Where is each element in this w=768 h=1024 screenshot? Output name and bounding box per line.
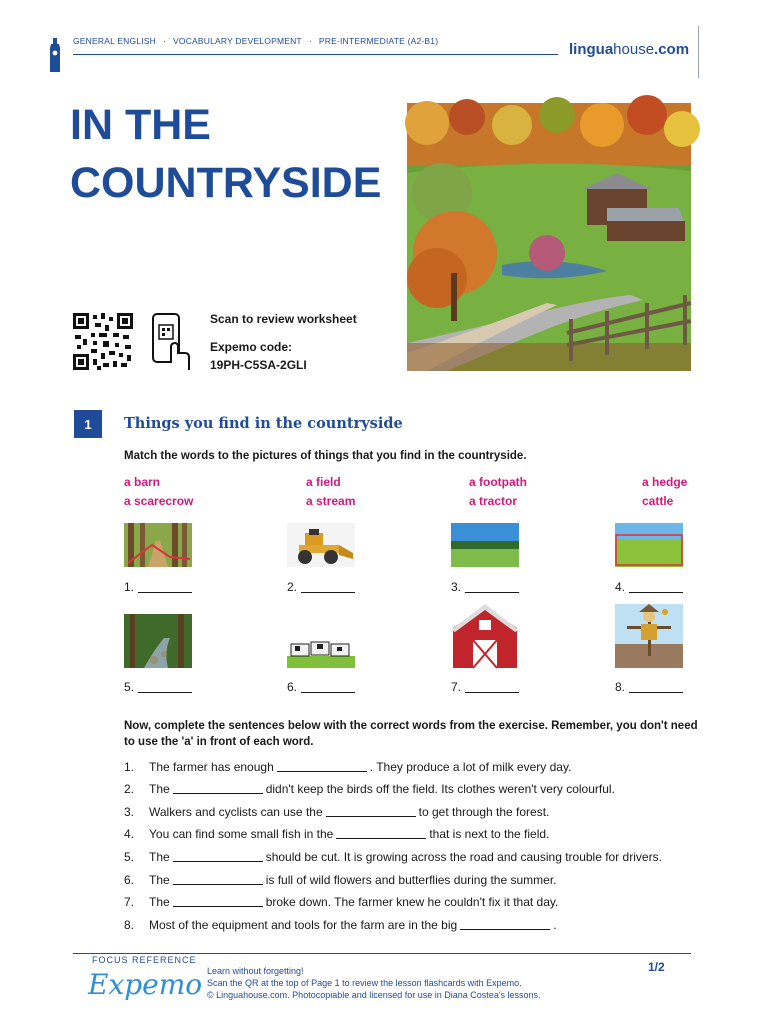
sentence-item: 2. The didn't keep the birds off the field. Its clothes weren't very colourful. — [124, 782, 615, 796]
hedge-picture — [451, 523, 519, 567]
sentence-blank[interactable] — [173, 884, 263, 885]
answer-blank[interactable]: 6. — [287, 680, 355, 694]
sentence-item: 1. The farmer has enough . They produce a lot of milk every day. — [124, 760, 572, 774]
sentence-blank[interactable] — [336, 838, 426, 839]
page-title: IN THE COUNTRYSIDE — [70, 101, 382, 207]
footer-divider — [73, 953, 691, 954]
stream-picture — [124, 614, 192, 668]
scarecrow-picture — [615, 604, 683, 668]
page-number: 1/2 — [648, 960, 665, 974]
word-bank-item: a tractor — [469, 494, 518, 508]
header-divider — [73, 54, 558, 55]
section-number-badge: 1 — [74, 410, 102, 438]
answer-blank[interactable]: 8. — [615, 680, 683, 694]
tractor-picture — [287, 523, 355, 567]
answer-blank[interactable]: 3. — [451, 580, 519, 594]
word-bank-item: a field — [306, 475, 341, 489]
big-ben-icon — [48, 38, 62, 72]
svg-text:Expemo: Expemo — [88, 968, 203, 1001]
header-vertical-line — [698, 26, 699, 78]
word-bank-item: a stream — [306, 494, 356, 508]
word-bank-item: a footpath — [469, 475, 527, 489]
countryside-photo — [407, 103, 691, 371]
word-bank-item: a hedge — [642, 475, 688, 489]
scan-label: Scan to review worksheet — [210, 312, 357, 326]
sentence-blank[interactable] — [326, 816, 416, 817]
answer-blank[interactable]: 7. — [451, 680, 519, 694]
phone-scan-icon — [151, 313, 191, 371]
expemo-code-value: 19PH-C5SA-2GLI — [210, 358, 307, 372]
expemo-logo — [88, 962, 203, 1008]
sentence-item: 4. You can find some small fish in the that is next to the field. — [124, 827, 550, 841]
sentence-item: 8. Most of the equipment and tools for the farm are in the big . — [124, 918, 557, 932]
word-bank-item: a barn — [124, 475, 161, 489]
sentence-blank[interactable] — [173, 793, 263, 794]
sentence-item: 5. The should be cut. It is growing across the road and causing trouble for drivers. — [124, 850, 662, 864]
sentence-blank[interactable] — [173, 861, 263, 862]
footer-tagline: Learn without forgetting! — [207, 966, 304, 976]
word-bank-item: a scarecrow — [124, 494, 194, 508]
answer-blank[interactable]: 1. — [124, 580, 192, 594]
sentence-blank[interactable] — [277, 771, 367, 772]
sentence-item: 7. The broke down. The farmer knew he couldn't fix it that day. — [124, 895, 559, 909]
footer-ghost-text: FOCUS REFERENCE — [92, 955, 197, 965]
word-bank-item: cattle — [642, 494, 674, 508]
breadcrumb: GENERAL ENGLISH · VOCABULARY DEVELOPMENT · PRE-INTERMEDIATE (A2-B1) — [73, 36, 439, 46]
field-picture — [615, 523, 683, 567]
section-title: Things you find in the countryside — [124, 415, 403, 432]
sentence-item: 6. The is full of wild flowers and butterflies during the summer. — [124, 873, 557, 887]
answer-blank[interactable]: 5. — [124, 680, 192, 694]
footer-copyright: © Linguahouse.com. Photocopiable and licensed for use in Diana Costea's lessons. — [207, 990, 541, 1000]
instruction-text-2: Now, complete the sentences below with the correct words from the exercise. Remember, you don't need to use the 'a' in front of each word. — [124, 720, 698, 748]
breadcrumb-item: VOCABULARY DEVELOPMENT — [173, 36, 302, 46]
brand-logo: linguahouse.com — [569, 41, 690, 58]
answer-blank[interactable]: 2. — [287, 580, 355, 594]
footer-instructions: Scan the QR at the top of Page 1 to review the lesson flashcards with Expemo. — [207, 978, 522, 988]
breadcrumb-item: GENERAL ENGLISH — [73, 36, 156, 46]
sentence-blank[interactable] — [173, 906, 263, 907]
sentence-item: 3. Walkers and cyclists can use the to get through the forest. — [124, 805, 550, 819]
expemo-code-label: Expemo code: — [210, 340, 293, 354]
instruction-text: Match the words to the pictures of things that you find in the countryside. — [124, 450, 527, 462]
sentence-blank[interactable] — [460, 929, 550, 930]
qr-code[interactable] — [73, 313, 133, 370]
barn-picture — [451, 604, 519, 668]
cattle-picture — [287, 630, 355, 668]
breadcrumb-item: PRE-INTERMEDIATE (A2-B1) — [318, 36, 439, 46]
footpath-picture — [124, 523, 192, 567]
answer-blank[interactable]: 4. — [615, 580, 683, 594]
